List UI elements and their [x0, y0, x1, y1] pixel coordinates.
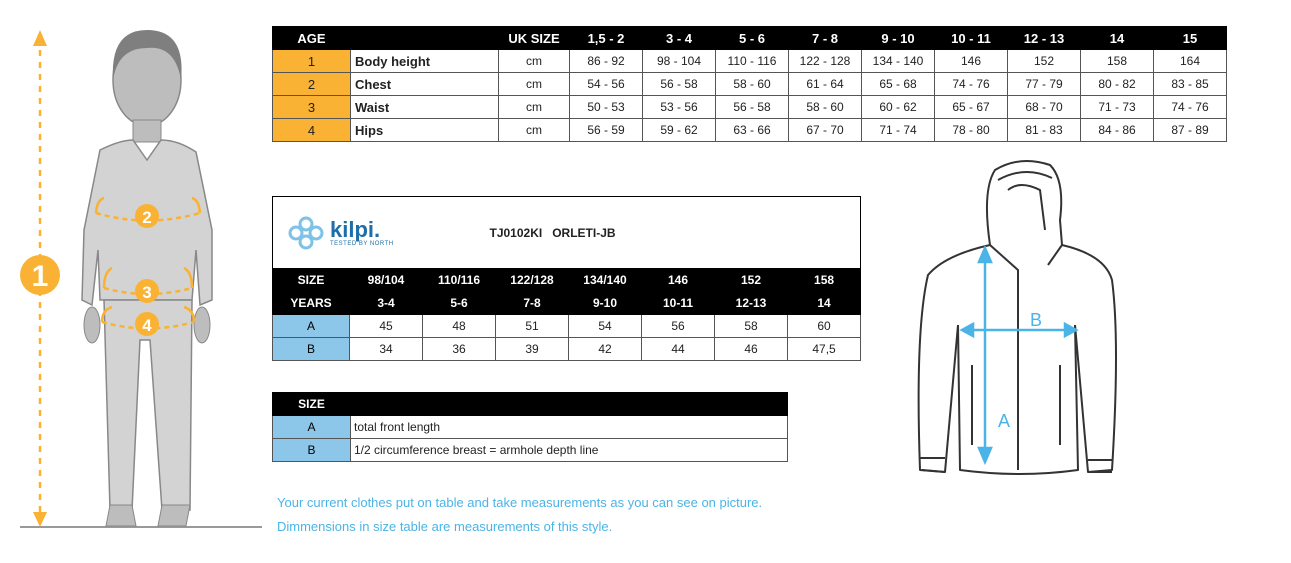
years-cell: 9-10	[569, 292, 642, 315]
value-cell: 54 - 56	[570, 73, 643, 96]
value-cell: 36	[423, 338, 496, 361]
size-cell: 158	[788, 269, 861, 292]
value-cell: 39	[496, 338, 569, 361]
years-header-row	[273, 292, 861, 315]
svg-text:1: 1	[31, 260, 49, 293]
value-cell: 53 - 56	[643, 96, 716, 119]
value-cell: 65 - 68	[862, 73, 935, 96]
marker-1	[20, 255, 60, 295]
value-cell: 60	[788, 315, 861, 338]
legend-key: B	[273, 439, 351, 462]
size-cell: 98/104	[350, 269, 423, 292]
value-cell: 65 - 67	[935, 96, 1008, 119]
row-label: B	[273, 338, 350, 361]
value-cell: 56 - 58	[716, 96, 789, 119]
table-row	[273, 439, 788, 462]
size-cell: 152	[715, 269, 788, 292]
row-unit: cm	[499, 119, 570, 142]
years-cell: 14	[788, 292, 861, 315]
value-cell: 74 - 76	[1154, 96, 1227, 119]
legend-key: A	[273, 416, 351, 439]
row-label: Body height	[351, 50, 499, 73]
value-cell: 61 - 64	[789, 73, 862, 96]
brand-name: kilpi.	[330, 216, 381, 242]
value-cell: 158	[1081, 50, 1154, 73]
row-label: Waist	[351, 96, 499, 119]
value-cell: 87 - 89	[1154, 119, 1227, 142]
years-label: YEARS	[273, 292, 350, 315]
note-line: Your current clothes put on table and take measurements as you can see on picture.	[277, 495, 763, 510]
value-cell: 46	[715, 338, 788, 361]
header-cell: 9 - 10	[862, 27, 935, 50]
header-cell: 1,5 - 2	[570, 27, 643, 50]
product-table	[272, 196, 861, 361]
value-cell: 63 - 66	[716, 119, 789, 142]
years-cell: 10-11	[642, 292, 715, 315]
value-cell: 164	[1154, 50, 1227, 73]
jacket-label-a: A	[998, 411, 1011, 431]
note-line: Dimmensions in size table are measurements of this style.	[277, 519, 613, 534]
value-cell: 34	[350, 338, 423, 361]
value-cell: 71 - 74	[862, 119, 935, 142]
value-cell: 60 - 62	[862, 96, 935, 119]
value-cell: 47,5	[788, 338, 861, 361]
size-label: SIZE	[273, 269, 350, 292]
value-cell: 58 - 60	[716, 73, 789, 96]
header-cell: 3 - 4	[643, 27, 716, 50]
years-cell: 7-8	[496, 292, 569, 315]
jacket-label-b: B	[1030, 310, 1043, 330]
value-cell: 56 - 58	[643, 73, 716, 96]
value-cell: 45	[350, 315, 423, 338]
value-cell: 56 - 59	[570, 119, 643, 142]
row-unit: cm	[499, 50, 570, 73]
table-row	[273, 416, 788, 439]
value-cell: 58 - 60	[789, 96, 862, 119]
value-cell: 54	[569, 315, 642, 338]
svg-text:3: 3	[142, 283, 152, 302]
knot-icon	[287, 215, 325, 251]
value-cell: 86 - 92	[570, 50, 643, 73]
marker-3	[135, 279, 159, 303]
size-cell: 146	[642, 269, 715, 292]
table-row	[273, 315, 861, 338]
table-row	[273, 119, 1227, 142]
years-cell: 3-4	[350, 292, 423, 315]
marker-2	[135, 204, 159, 228]
value-cell: 68 - 70	[1008, 96, 1081, 119]
row-unit: cm	[499, 73, 570, 96]
header-cell: 10 - 11	[935, 27, 1008, 50]
header-cell: UK SIZE	[499, 27, 570, 50]
marker-4	[135, 312, 159, 336]
jacket-diagram	[900, 150, 1130, 495]
value-cell: 98 - 104	[643, 50, 716, 73]
row-label: Hips	[351, 119, 499, 142]
value-cell: 146	[935, 50, 1008, 73]
value-cell: 42	[569, 338, 642, 361]
row-label: Chest	[351, 73, 499, 96]
style-code-cell	[489, 197, 861, 269]
value-cell: 59 - 62	[643, 119, 716, 142]
legend-header-label: SIZE	[273, 393, 351, 416]
header-cell: 12 - 13	[1008, 27, 1081, 50]
header-cell: AGE	[273, 27, 351, 50]
brand-tagline: TESTED BY NORTH	[330, 240, 394, 247]
value-cell: 110 - 116	[716, 50, 789, 73]
row-number: 1	[273, 50, 351, 73]
header-cell: 14	[1081, 27, 1154, 50]
table-row	[273, 50, 1227, 73]
size-table-header	[273, 27, 1227, 50]
value-cell: 78 - 80	[935, 119, 1008, 142]
row-label: A	[273, 315, 350, 338]
legend-description: total front length	[351, 416, 788, 439]
size-cell: 110/116	[423, 269, 496, 292]
value-cell: 134 - 140	[862, 50, 935, 73]
row-number: 4	[273, 119, 351, 142]
svg-text:4: 4	[142, 316, 152, 335]
value-cell: 122 - 128	[789, 50, 862, 73]
value-cell: 152	[1008, 50, 1081, 73]
legend-table	[272, 392, 788, 462]
size-table	[272, 26, 1227, 142]
header-cell: 5 - 6	[716, 27, 789, 50]
value-cell: 83 - 85	[1154, 73, 1227, 96]
value-cell: 56	[642, 315, 715, 338]
size-header-row	[273, 269, 861, 292]
value-cell: 58	[715, 315, 788, 338]
legend-header-empty	[351, 393, 788, 416]
brand-logo-cell	[273, 197, 496, 269]
legend-header	[273, 393, 788, 416]
table-row	[273, 338, 861, 361]
row-number: 3	[273, 96, 351, 119]
header-cell	[351, 27, 499, 50]
header-cell: 7 - 8	[789, 27, 862, 50]
brand-logo	[273, 215, 496, 251]
value-cell: 50 - 53	[570, 96, 643, 119]
header-cell: 15	[1154, 27, 1227, 50]
years-cell: 5-6	[423, 292, 496, 315]
row-unit: cm	[499, 96, 570, 119]
size-cell: 134/140	[569, 269, 642, 292]
value-cell: 44	[642, 338, 715, 361]
table-row	[273, 73, 1227, 96]
value-cell: 81 - 83	[1008, 119, 1081, 142]
value-cell: 51	[496, 315, 569, 338]
value-cell: 74 - 76	[935, 73, 1008, 96]
value-cell: 48	[423, 315, 496, 338]
years-cell: 12-13	[715, 292, 788, 315]
row-number: 2	[273, 73, 351, 96]
value-cell: 77 - 79	[1008, 73, 1081, 96]
style-code: TJ0102KI ORLETI-JB	[489, 225, 616, 240]
table-row	[273, 96, 1227, 119]
svg-text:2: 2	[142, 208, 152, 227]
body-measurement-figure	[0, 0, 270, 563]
value-cell: 67 - 70	[789, 119, 862, 142]
value-cell: 71 - 73	[1081, 96, 1154, 119]
legend-description: 1/2 circumference breast = armhole depth line	[351, 439, 788, 462]
value-cell: 84 - 86	[1081, 119, 1154, 142]
size-cell: 122/128	[496, 269, 569, 292]
product-header	[273, 197, 861, 269]
value-cell: 80 - 82	[1081, 73, 1154, 96]
